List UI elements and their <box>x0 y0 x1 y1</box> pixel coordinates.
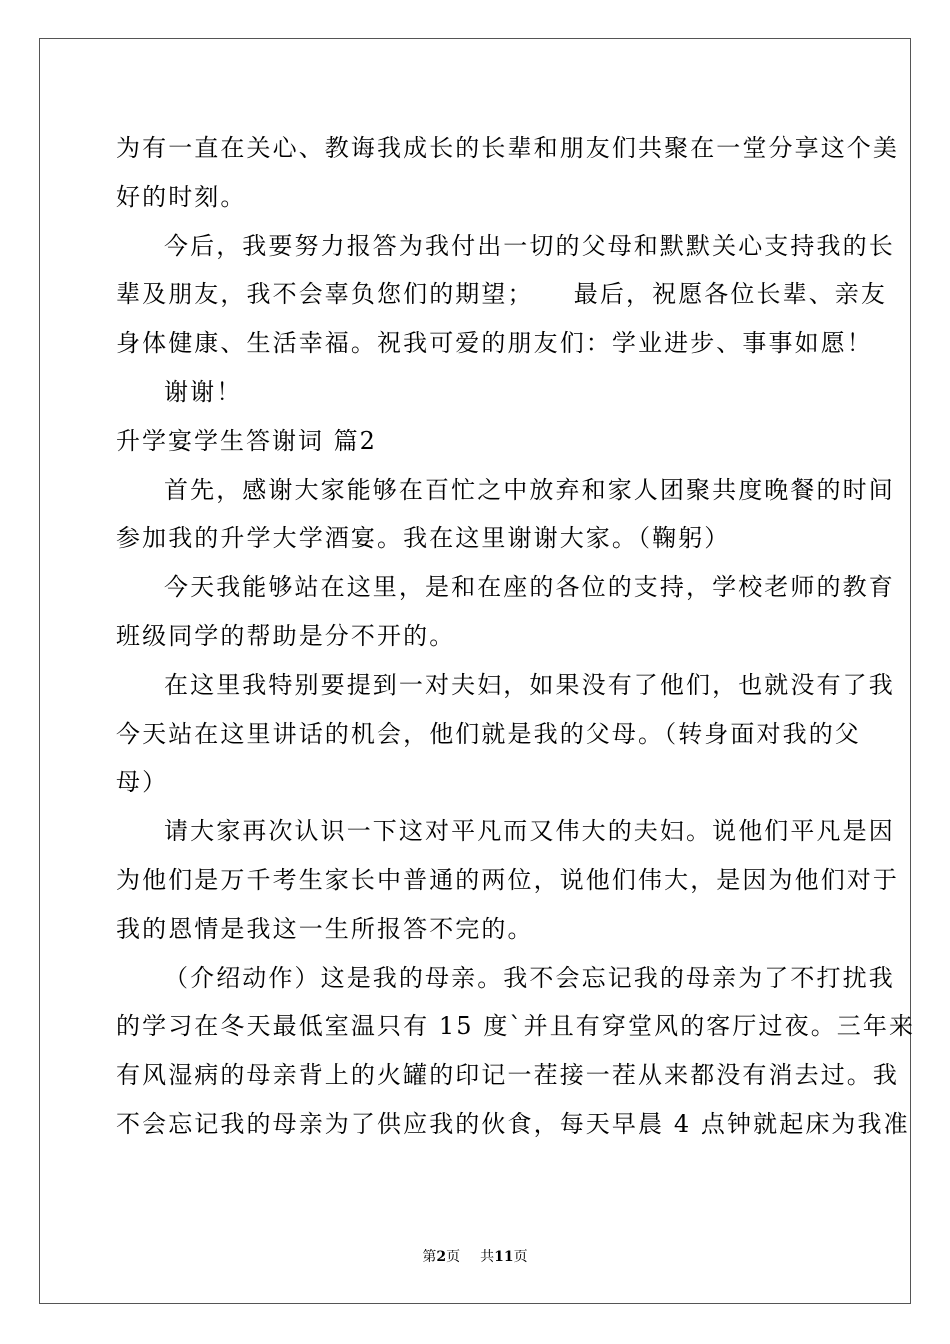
text-line: 不会忘记我的母亲为了供应我的伙食，每天早晨 4 点钟就起床为我准 <box>116 1109 910 1138</box>
text-line: 今天我能够站在这里，是和在座的各位的支持，学校老师的教育 <box>164 573 895 602</box>
page-prefix: 第 <box>422 1249 437 1265</box>
page-footer <box>0 1247 950 1267</box>
text-line: （介绍动作）这是我的母亲。我不会忘记我的母亲为了不打扰我 <box>164 963 895 992</box>
text-line: 今天站在这里讲话的机会，他们就是我的父母。（转身面对我的父 <box>116 719 861 748</box>
total-pages: 11 <box>494 1249 514 1265</box>
text-line: 我的恩情是我这一生所报答不完的。 <box>116 914 534 943</box>
document-body <box>116 128 916 1153</box>
text-line: 辈及朋友，我不会辜负您们的期望； 最后，祝愿各位长辈、亲友 <box>116 280 887 309</box>
page-suffix: 页 <box>446 1249 461 1265</box>
text-line: 在这里我特别要提到一对夫妇，如果没有了他们，也就没有了我 <box>164 670 895 699</box>
total-prefix: 共 <box>480 1249 495 1265</box>
text-line: 今后，我要努力报答为我付出一切的父母和默默关心支持我的长 <box>164 231 895 260</box>
text-line: 请大家再次认识一下这对平凡而又伟大的夫妇。说他们平凡是因 <box>164 817 895 846</box>
text-line: 班级同学的帮助是分不开的。 <box>116 621 456 650</box>
text-line: 的学习在冬天最低室温只有 15 度`并且有穿堂风的客厅过夜。三年来 <box>116 1012 916 1041</box>
text-line: 谢谢！ <box>164 377 243 406</box>
text-line: 参加我的升学大学酒宴。我在这里谢谢大家。（鞠躬） <box>116 524 731 553</box>
page-number: 2 <box>436 1249 447 1265</box>
text-line: 首先，感谢大家能够在百忙之中放弃和家人团聚共度晚餐的时间 <box>164 475 895 504</box>
text-line: 为他们是万千考生家长中普通的两位，说他们伟大，是因为他们对于 <box>116 865 899 894</box>
total-suffix: 页 <box>513 1249 528 1265</box>
text-line: 母） <box>116 768 169 797</box>
text-line: 有风湿病的母亲背上的火罐的印记一茬接一茬从来都没有消去过。我 <box>116 1061 899 1090</box>
text-line: 好的时刻。 <box>116 182 247 211</box>
text-line: 身体健康、生活幸福。祝我可爱的朋友们：学业进步、事事如愿！ <box>116 329 873 358</box>
text-line: 为有一直在关心、教诲我成长的长辈和朋友们共聚在一堂分享这个美 <box>116 134 899 162</box>
section-heading: 升学宴学生答谢词 篇2 <box>116 426 377 455</box>
